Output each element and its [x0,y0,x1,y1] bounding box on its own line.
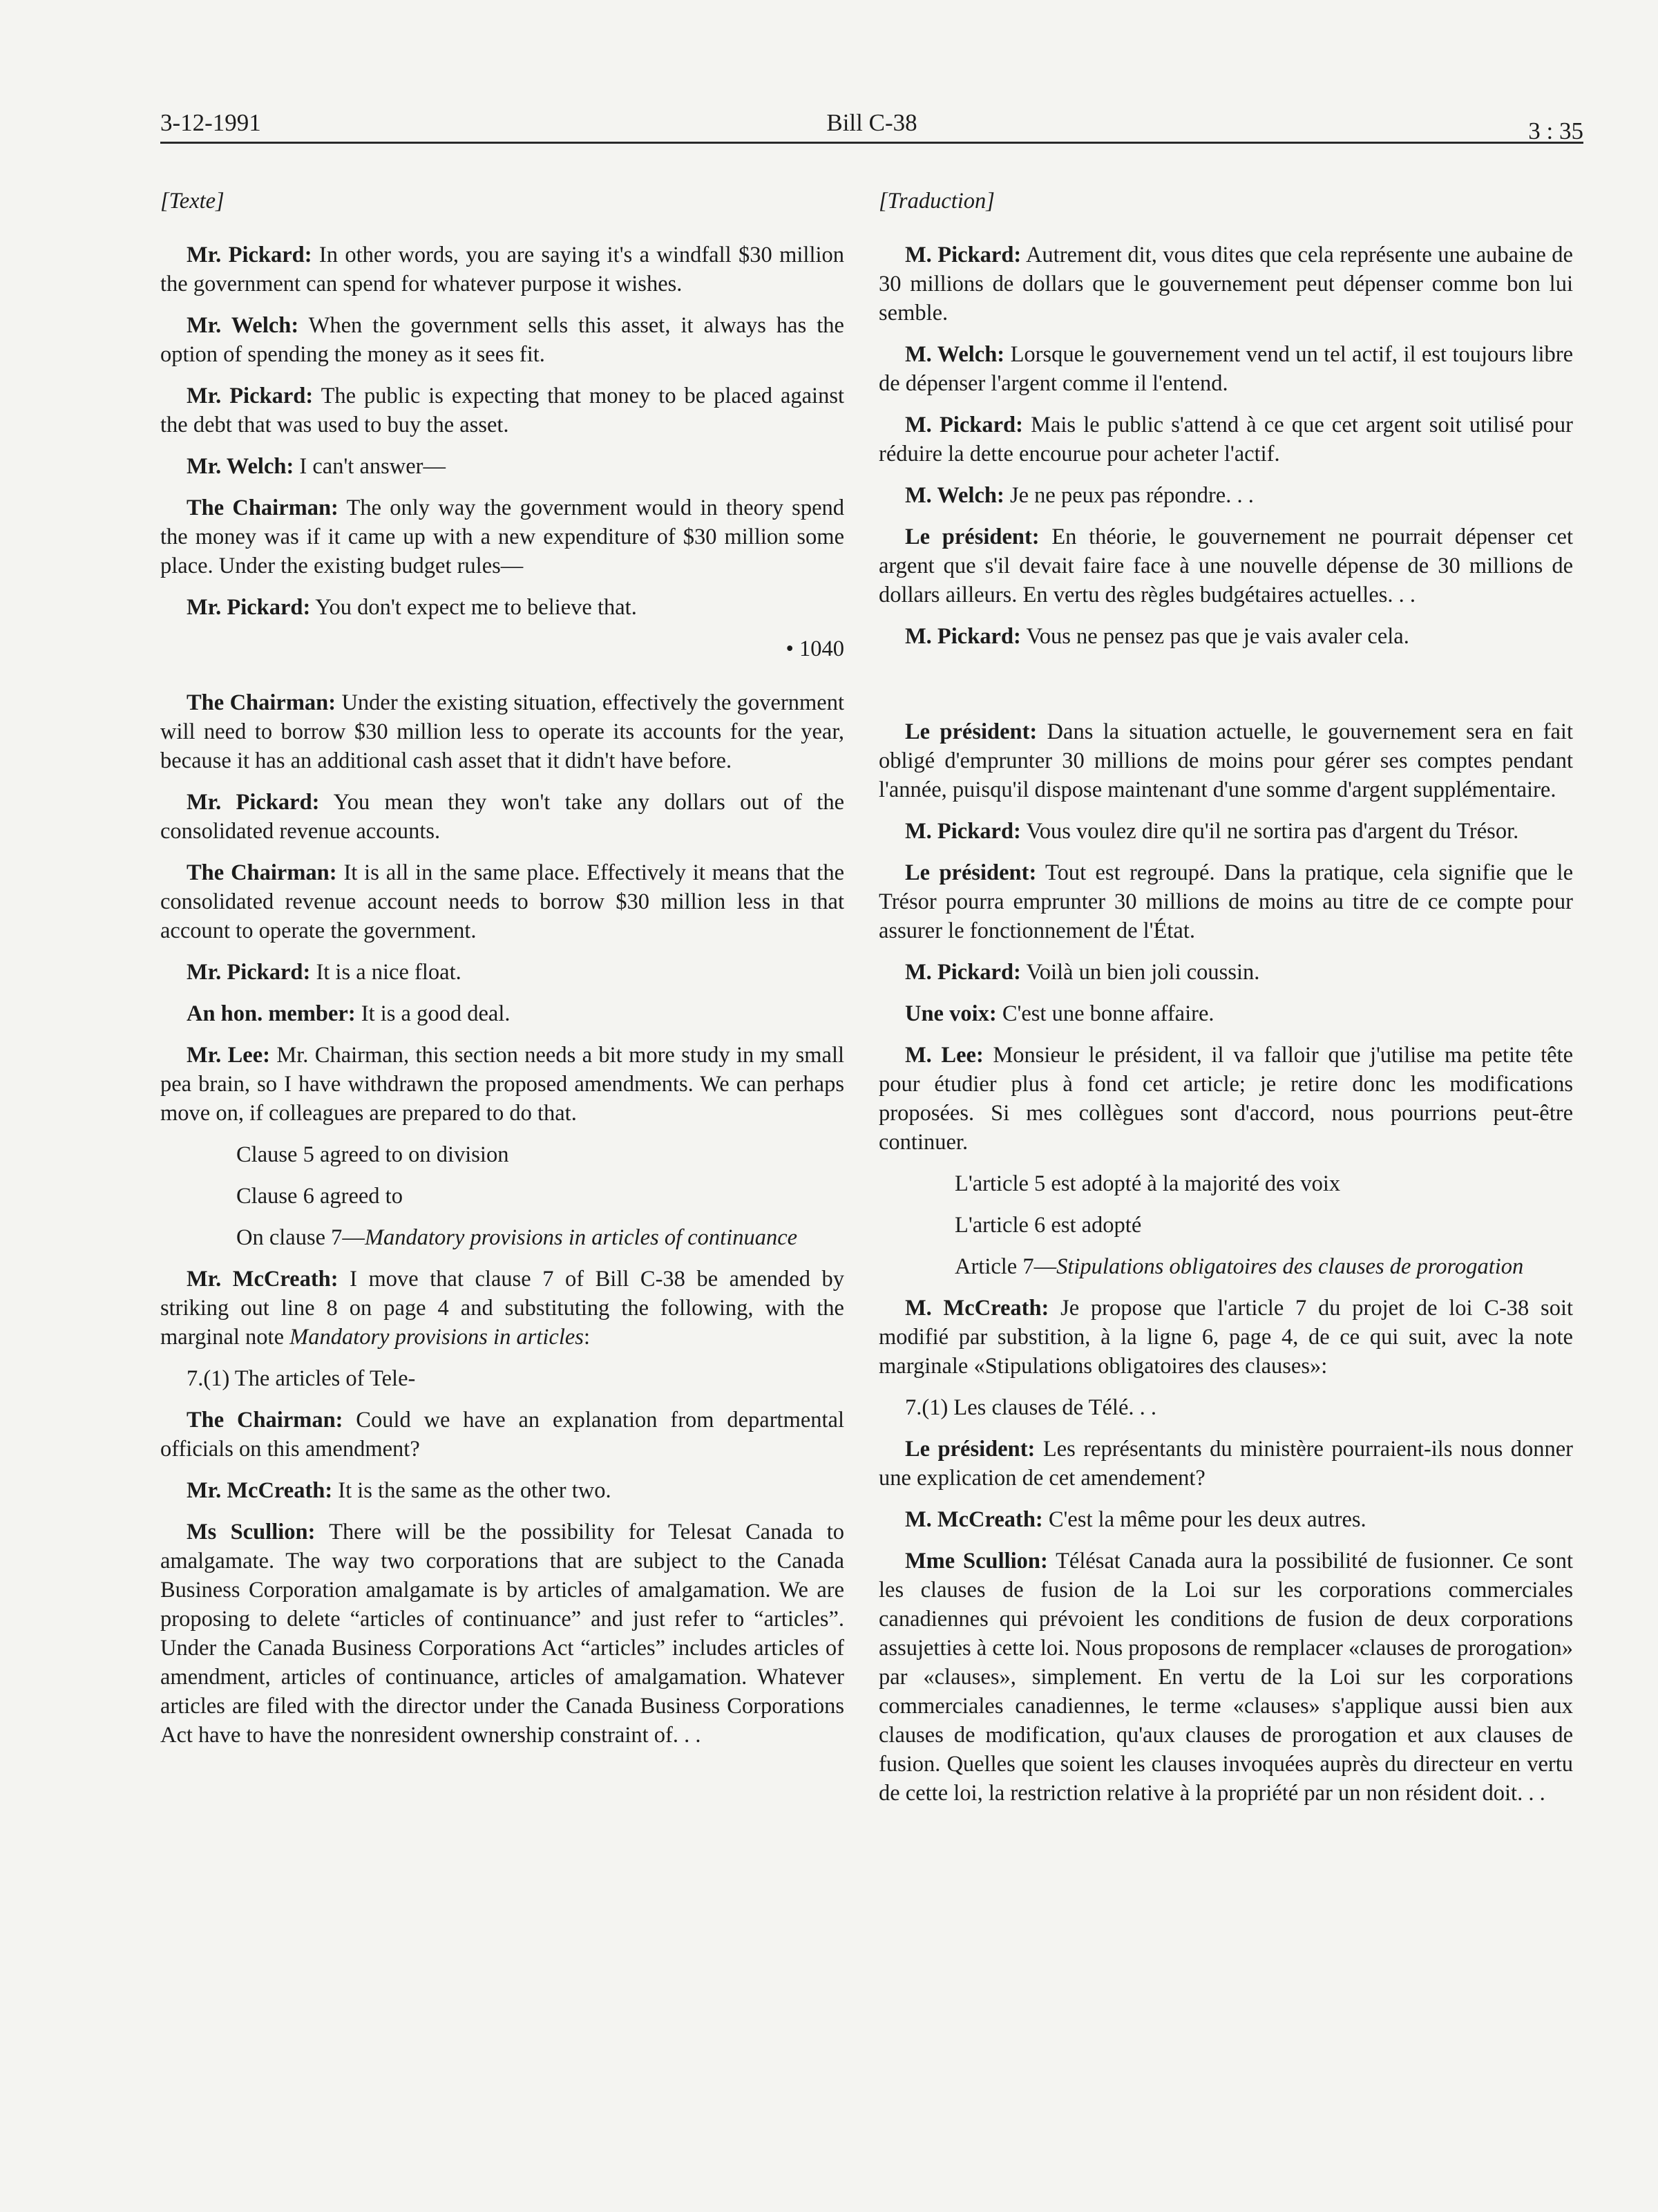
speech-text: The only way the government would in theory spend the money was if it came up with a new expenditure of $30 million some place. Under the existing budget rules— [160,495,844,578]
speaker-name: Mr. Pickard: [187,384,314,408]
speech-text: It is all in the same place. Effectively it means that the consolidated revenue account needs to borrow $30 million less in that account to operate the government. [160,860,844,943]
speech-text: Vous ne pensez pas que je vais avaler cela. [1026,624,1409,649]
paragraph-group [879,240,1573,651]
speech-text: I can't answer— [299,454,446,479]
paragraph [160,788,844,846]
speech-text: Monsieur le président, il va falloir que j'utilise ma petite tête pour étudier plus à fond cet article; je retire donc les modifications proposées. Si mes collègues sont d'accord, nous pourrions peut-être continuer. [879,1043,1574,1155]
paragraph [879,1547,1573,1808]
paragraph [160,1265,844,1352]
speech-text: Mais le public s'attend à ce que cet argent soit utilisé pour réduire la dette encourue pour acheter l'actif. [879,413,1573,466]
speech-text: Je propose que l'article 7 du projet de loi C-38 soit modifié par substition, à la ligne 6, page 4, de ce qui suit, avec la note marginale «Stipulations obligatoires des clauses»: [879,1296,1574,1379]
clause-prefix: Article 7— [955,1254,1057,1279]
paragraph-group [160,240,844,622]
speaker-name: M. Pickard: [905,624,1021,649]
amendment-line: 7.(1) The articles of Tele- [187,1366,416,1391]
speaker-name: Le président: [905,1437,1036,1462]
speaker-name: Mr. Pickard: [187,960,311,985]
paragraph [160,858,844,945]
paragraph [879,481,1573,510]
paragraph [879,717,1573,804]
clause-prefix: On clause 7— [236,1225,365,1250]
speech-text: Télésat Canada aura la possibilité de fusionner. Ce sont les clauses de fusion de la Loi sur les corporations commerciales canadiennes qui prévoient les conditions de fusion de deux corporations assujetties à cette loi. Nous proposons de remplacer «clauses de prorogation» par «clauses», simplement. En vertu de la Loi sur les corporations commerciales canadiennes, le terme «clauses» s'applique aussi bien aux clauses de modification, qu'aux clauses de prorogation et aux clauses de fusion. Quelles que soient les clauses invoquées auprès du directeur en vertu de cette loi, la restriction relative à la propriété par un non résident doit. . . [879,1549,1573,1806]
speech-text: It is a nice float. [316,960,461,985]
speaker-name: Mr. Pickard: [187,243,312,267]
speaker-name: Le président: [905,860,1037,885]
speaker-name: M. Pickard: [905,413,1023,437]
speaker-name: M. McCreath: [905,1296,1049,1321]
marginal-note: Mandatory provisions in articles [289,1325,584,1350]
header-rule [160,142,1583,144]
speech-text: The public is expecting that money to be placed against the debt that was used to buy the asset. [160,384,845,437]
speech-text: C'est une bonne affaire. [1002,1001,1214,1026]
paragraph [879,410,1573,469]
paragraph [879,1294,1573,1381]
speaker-name: M. Pickard: [905,960,1021,985]
speech-text: Lorsque le gouvernement vend un tel actif, il est toujours libre de dépenser l'argent comme il l'entend. [879,342,1574,396]
amendment-line: 7.(1) Les clauses de Télé. . . [905,1395,1156,1420]
clause-title: Mandatory provisions in articles of continuance [364,1225,798,1250]
speech-text: C'est la même pour les deux autres. [1048,1507,1366,1532]
speech-text: Tout est regroupé. Dans la pratique, cela signifie que le Trésor pourra emprunter 30 millions de moins au titre de ce compte pour assurer le fonctionnement de l'État. [879,860,1573,943]
speech-text: Les représentants du ministère pourraient-ils nous donner une explication de cet amendement? [879,1437,1574,1491]
paragraph [160,593,844,622]
speaker-name: Mr. Welch: [187,454,294,479]
paragraph [879,817,1573,846]
paragraph [879,340,1573,398]
paragraph [160,688,844,775]
paragraph [160,999,844,1028]
speaker-name: Mr. Pickard: [187,595,311,620]
paragraph [879,999,1573,1028]
speech-text: Mr. Chairman, this section needs a bit more study in my small pea brain, so I have withdrawn the proposed amendments. We can perhaps move on, if colleagues are prepared to do that. [160,1043,845,1126]
paragraph [879,1041,1573,1157]
paragraph [160,1518,844,1750]
speech-text: You don't expect me to believe that. [315,595,637,620]
speech-text: In other words, you are saying it's a windfall $30 million the government can spend for whatever purpose it wishes. [160,243,845,296]
paragraph [879,1435,1573,1493]
speech-text: Dans la situation actuelle, le gouvernement sera en fait obligé d'emprunter 30 millions de moins pour gérer ses comptes pendant l'année, puisqu'il dispose maintenant d'une somme d'argent supplémentaire. [879,719,1573,802]
procedural-note: Clause 5 agreed to on division [236,1142,509,1167]
paragraph-group [160,1406,844,1750]
clause-heading [879,1252,1573,1281]
header-page-ref: 3 : 35 [1528,117,1583,144]
speech-text: Autrement dit, vous dites que cela représente une aubaine de 30 millions de dollars que le gouvernement peut dépenser comme bon lui semble. [879,243,1573,325]
speaker-name: Mr. Pickard: [187,790,320,815]
paragraph [879,958,1573,987]
speaker-name: The Chairman: [187,860,337,885]
speaker-name: Le président: [905,719,1038,744]
column-label: [Texte] [160,189,225,214]
speech-text: It is the same as the other two. [338,1478,611,1503]
paragraph [879,522,1573,609]
paragraph-group [879,1435,1573,1808]
speech-text: There will be the possibility for Telesat Canada to amalgamate. The way two corporations that are subject to the Canada Business Corporation amalgamate is by articles of amalgamation. We are proposing to delete “articles of continuance” and just refer to “articles”. Under the Canada Business Corporations Act “articles” includes articles of amendment, articles of continuance, articles of amalgamation. Whatever articles are filed with the director under the Canada Business Corporations Act have to have the nonresident ownership constraint of. . . [160,1520,844,1748]
paragraph [879,622,1573,651]
paragraph [160,311,844,369]
speaker-name: Ms Scullion: [187,1520,316,1544]
speaker-name: The Chairman: [187,1408,343,1433]
speaker-name: M. Welch: [905,342,1005,367]
paragraph [879,858,1573,945]
paragraph [160,1476,844,1505]
speaker-name: The Chairman: [187,690,336,715]
speaker-name: An hon. member: [187,1001,356,1026]
speaker-name: Mr. McCreath: [187,1478,333,1503]
paragraph [160,1406,844,1464]
speaker-name: Mr. McCreath: [187,1267,339,1292]
speaker-name: Une voix: [905,1001,997,1026]
speaker-name: M. Welch: [905,483,1004,508]
procedural-note: L'article 6 est adopté [955,1213,1142,1238]
speaker-name: Mr. Lee: [187,1043,270,1068]
speaker-name: Le président: [905,524,1040,549]
speaker-name: M. Pickard: [905,819,1021,844]
procedural-note: L'article 5 est adopté à la majorité des voix [955,1171,1341,1196]
english-column [160,187,844,1762]
time-marker-spacer [879,663,1573,692]
speech-text: En théorie, le gouvernement ne pourrait dépenser cet argent que s'il devait faire face à une nouvelle dépense de 30 millions de dollars ailleurs. En vertu des règles budgétaires actuelles. . . [879,524,1573,607]
speech-text: I move that clause 7 of Bill C-38 be amended by striking out line 8 on page 4 and substituting the following, with the marginal note [160,1267,845,1350]
page-header [160,104,1583,145]
clause-title: Stipulations obligatoires des clauses de prorogation [1056,1254,1524,1279]
paragraph [879,1505,1573,1534]
speech-text: Under the existing situation, effectively the government will need to borrow $30 million less to operate its accounts for the year, because it has an additional cash asset that it didn't have before. [160,690,845,773]
paragraph-group [160,688,844,1128]
paragraph [879,240,1573,328]
clause-heading [160,1223,844,1252]
paragraph [160,381,844,439]
paragraph [160,1041,844,1128]
paragraph [160,493,844,580]
paragraph [160,958,844,987]
speaker-name: The Chairman: [187,495,339,520]
speech-text: Could we have an explanation from departmental officials on this amendment? [160,1408,845,1462]
paragraph [160,240,844,299]
paragraph [160,452,844,481]
speech-text: Voilà un bien joli coussin. [1026,960,1260,985]
punctuation: : [583,1325,590,1350]
speaker-name: M. Pickard: [905,243,1022,267]
speaker-name: Mr. Welch: [187,313,299,338]
speech-text: When the government sells this asset, it always has the option of spending the money as it sees fit. [160,313,844,367]
paragraph-group [879,717,1573,1157]
column-label: [Traduction] [879,189,995,214]
speech-text: Je ne peux pas répondre. . . [1009,483,1254,508]
french-column [879,187,1573,1820]
speaker-name: M. McCreath: [905,1507,1043,1532]
speech-text: It is a good deal. [361,1001,511,1026]
speech-text: Vous voulez dire qu'il ne sortira pas d'argent du Trésor. [1026,819,1519,844]
time-marker: • 1040 [785,636,844,661]
procedural-note: Clause 6 agreed to [236,1184,403,1209]
speech-text: You mean they won't take any dollars out of the consolidated revenue accounts. [160,790,844,844]
speaker-name: M. Lee: [905,1043,984,1068]
header-date: 3-12-1991 [160,109,261,136]
header-bill: Bill C-38 [826,109,917,136]
speaker-name: Mme Scullion: [905,1549,1048,1573]
